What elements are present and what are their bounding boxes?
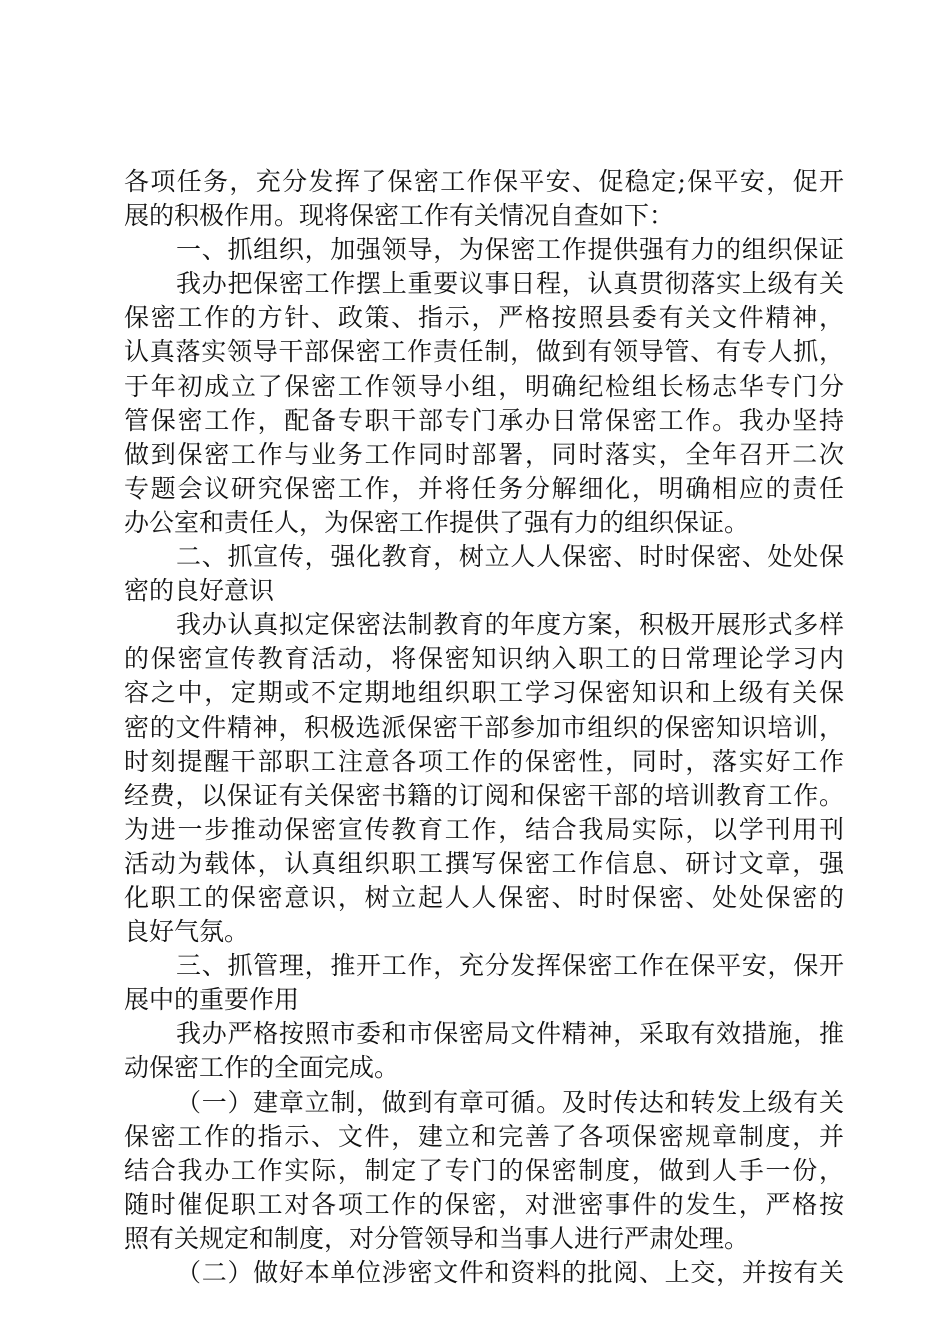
text-line: 做到保密工作与业务工作同时部署，同时落实，全年召开二次 <box>124 439 844 469</box>
text-line: 保密工作的指示、文件，建立和完善了各项保密规章制度，并 <box>124 1121 844 1151</box>
text-line: 管保密工作，配备专职干部专门承办日常保密工作。我办坚持 <box>124 405 844 435</box>
text-line: 照有关规定和制度，对分管领导和当事人进行严肃处理。 <box>124 1223 750 1253</box>
text-line: 各项任务，充分发挥了保密工作保平安、促稳定;保平安，促开 <box>124 167 844 196</box>
text-line: 认真落实领导干部保密工作责任制，做到有领导管、有专人抓， <box>124 337 844 367</box>
text-line: 的保密宣传教育活动，将保密知识纳入职工的日常理论学习内 <box>124 644 844 674</box>
text-line: 我办严格按照市委和市保密局文件精神，采取有效措施，推 <box>176 1019 844 1049</box>
text-line: 容之中，定期或不定期地组织职工学习保密知识和上级有关保 <box>124 678 844 708</box>
text-line: 保密工作的方针、政策、指示，严格按照县委有关文件精神， <box>124 303 844 333</box>
text-line: 良好气氛。 <box>124 917 250 947</box>
section-heading: 三、抓管理，推开工作，充分发挥保密工作在保平安，保开 <box>176 951 844 981</box>
text-line: 我办把保密工作摆上重要议事日程，认真贯彻落实上级有关 <box>176 269 844 299</box>
subsection-line: （二）做好本单位涉密文件和资料的批阅、上交，并按有关 <box>176 1258 844 1287</box>
text-line: 我办认真拟定保密法制教育的年度方案，积极开展形式多样 <box>176 610 844 640</box>
section-heading: 密的良好意识 <box>124 576 275 606</box>
subsection-line: （一）建章立制，做到有章可循。及时传达和转发上级有关 <box>176 1087 844 1117</box>
text-line: 动保密工作的全面完成。 <box>124 1053 400 1083</box>
section-heading: 展中的重要作用 <box>124 985 300 1015</box>
text-line: 活动为载体，认真组织职工撰写保密工作信息、研讨文章，强 <box>124 848 844 878</box>
section-heading: 一、抓组织，加强领导，为保密工作提供强有力的组织保证 <box>176 235 844 265</box>
text-line: 时刻提醒干部职工注意各项工作的保密性，同时，落实好工作 <box>124 746 844 776</box>
text-line: 办公室和责任人，为保密工作提供了强有力的组织保证。 <box>124 507 750 537</box>
section-heading: 二、抓宣传，强化教育，树立人人保密、时时保密、处处保 <box>176 542 844 572</box>
text-line: 随时催促职工对各项工作的保密，对泄密事件的发生，严格按 <box>124 1189 844 1219</box>
text-line: 展的积极作用。现将保密工作有关情况自查如下： <box>124 201 675 231</box>
text-line: 密的文件精神，积极选派保密干部参加市组织的保密知识培训， <box>124 712 844 742</box>
document-body <box>124 165 844 1290</box>
text-line: 经费，以保证有关保密书籍的订阅和保密干部的培训教育工作。 <box>124 780 844 810</box>
text-line: 专题会议研究保密工作，并将任务分解细化，明确相应的责任 <box>124 473 844 503</box>
text-line: 于年初成立了保密工作领导小组，明确纪检组长杨志华专门分 <box>124 371 844 401</box>
text-line: 化职工的保密意识，树立起人人保密、时时保密、处处保密的 <box>124 882 844 912</box>
text-line: 为进一步推动保密宣传教育工作，结合我局实际，以学刊用刊 <box>124 814 844 844</box>
text-line: 结合我办工作实际，制定了专门的保密制度，做到人手一份， <box>124 1155 844 1185</box>
